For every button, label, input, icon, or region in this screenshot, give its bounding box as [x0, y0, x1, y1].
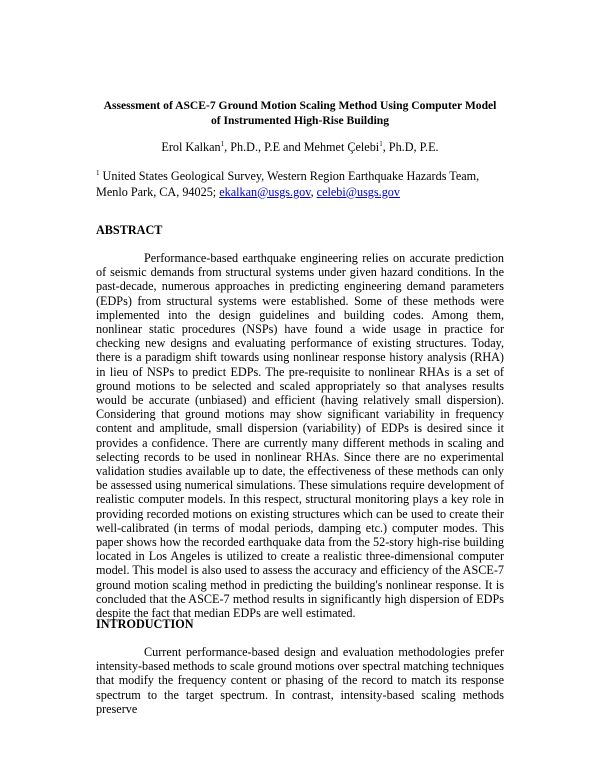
abstract-paragraph: Performance-based earthquake engineering relies on accurate prediction of seismic demands from structural systems under given hazard conditions. In the past-decade, numerous approaches in predicting engineering demand parameters (EDPs) from structural systems were established. Some of these methods were implemented into the design guidelines and building codes. Among them, nonlinear static procedures (NSPs) have found a wide usage in practice for checking new designs and evaluating performance of existing structures. Today, there is a paradigm shift towards using nonlinear response history analysis (RHA) in lieu of NSPs to predict EDPs. The pre-requisite to nonlinear RHAs is a set of ground motions to be selected and scaled appropriately so that analyses results would be accurate (unbiased) and efficient (having relatively small dispersion). Considering that ground motions may show significant variability in frequency content and amplitude, small dispersion (variability) of EDPs is desired since it provides a confidence. There are currently many different methods in scaling and selecting records to be used in nonlinear RHAs. Since there are no experimental validation studies available up to date, the effectiveness of these methods can only be assessed using numerical simulations. These simulations require development of realistic computer models. In this respect, structural monitoring plays a key role in providing recorded motions on existing structures which can be used to create their well-calibrated (in terms of modal periods, damping etc.) computer modes. This paper shows how the recorded earthquake data from the 52-story high-rise building located in Los Angeles is utilized to create a realistic three-dimensional computer model. This model is also used to assess the accuracy and efficiency of the ASCE-7 ground motion scaling method in predicting the building's nonlinear response. It is concluded that the ASCE-7 method results in significantly high dispersion of EDPs despite the fact that median EDPs are well estimated.: [96, 251, 504, 621]
title-line-2: of Instrumented High-Rise Building: [210, 114, 390, 127]
author-1-name: Erol Kalkan: [161, 140, 221, 154]
introduction-paragraph: Current performance-based design and evaluation methodologies prefer intensity-based methods to scale ground motions over spectral matching techniques that modify the frequency content or phasing of the record to match its response spectrum to the target spectrum. In contrast, intensity-based scaling methods preserve: [96, 645, 504, 716]
author-line: [96, 140, 504, 155]
author-2-credentials: , Ph.D, P.E.: [382, 140, 439, 154]
affiliation-line-1: United States Geological Survey, Western Region Earthquake Hazards Team,: [99, 169, 480, 183]
affiliation-marker: 1: [96, 169, 100, 177]
affiliation: [96, 169, 516, 200]
abstract-heading: ABSTRACT: [96, 223, 163, 237]
email-link-celebi[interactable]: celebi@usgs.gov: [316, 184, 400, 199]
author-1-affil-marker: 1: [220, 140, 225, 148]
introduction-heading: INTRODUCTION: [96, 617, 194, 631]
author-2-name: Mehmet Çelebi: [303, 140, 380, 154]
author-2-affil-marker: 1: [379, 140, 383, 148]
email-separator: ,: [310, 184, 317, 199]
title-line-1: Assessment of ASCE-7 Ground Motion Scaling Method Using Computer Model: [103, 99, 497, 112]
author-1-credentials: , Ph.D., P.E and: [224, 140, 304, 154]
affiliation-address: Menlo Park, CA, 94025;: [96, 184, 220, 199]
email-link-kalkan[interactable]: ekalkan@usgs.gov: [219, 184, 311, 199]
paper-title: [96, 98, 504, 128]
